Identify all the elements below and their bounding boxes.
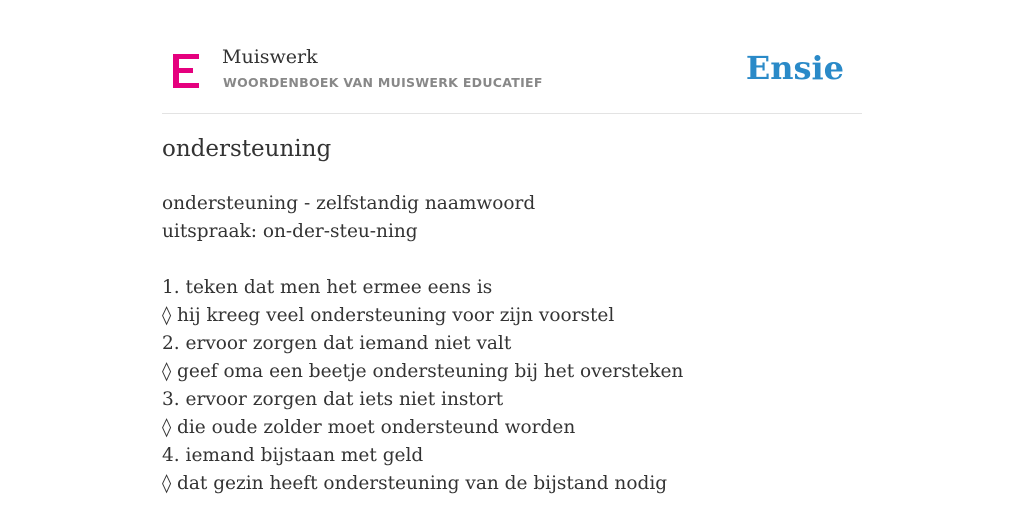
sense-definition: 4. iemand bijstaan met geld [162, 445, 424, 466]
sense-definition: 2. ervoor zorgen dat iemand niet valt [162, 333, 512, 354]
sense-example: ◊ hij kreeg veel ondersteuning voor zijn voorstel [162, 305, 615, 326]
site-header [162, 44, 862, 114]
spacer [162, 246, 862, 274]
brand-name[interactable]: Muiswerk [222, 46, 318, 68]
sense-definition: 1. teken dat men het ermee eens is [162, 277, 493, 298]
brand-subtitle: WOORDENBOEK VAN MUISWERK EDUCATIEF [223, 75, 543, 90]
logo-bar-top [173, 54, 199, 59]
pronunciation: uitspraak: on-der-steu-ning [162, 221, 418, 242]
muiswerk-logo-icon[interactable] [173, 54, 199, 88]
word-class: ondersteuning - zelfstandig naamwoord [162, 193, 536, 214]
sense-example: ◊ geef oma een beetje ondersteuning bij het oversteken [162, 361, 684, 382]
entry-title: ondersteuning [162, 136, 332, 162]
sense-example: ◊ die oude zolder moet ondersteund worden [162, 417, 576, 438]
sense-definition: 3. ervoor zorgen dat iets niet instort [162, 389, 504, 410]
logo-bar-bottom [173, 83, 199, 88]
logo-bar-middle [173, 68, 193, 73]
ensie-logo[interactable]: Ensie [745, 49, 844, 87]
sense-example: ◊ dat gezin heeft ondersteuning van de bijstand nodig [162, 473, 668, 494]
entry-body [162, 190, 862, 498]
